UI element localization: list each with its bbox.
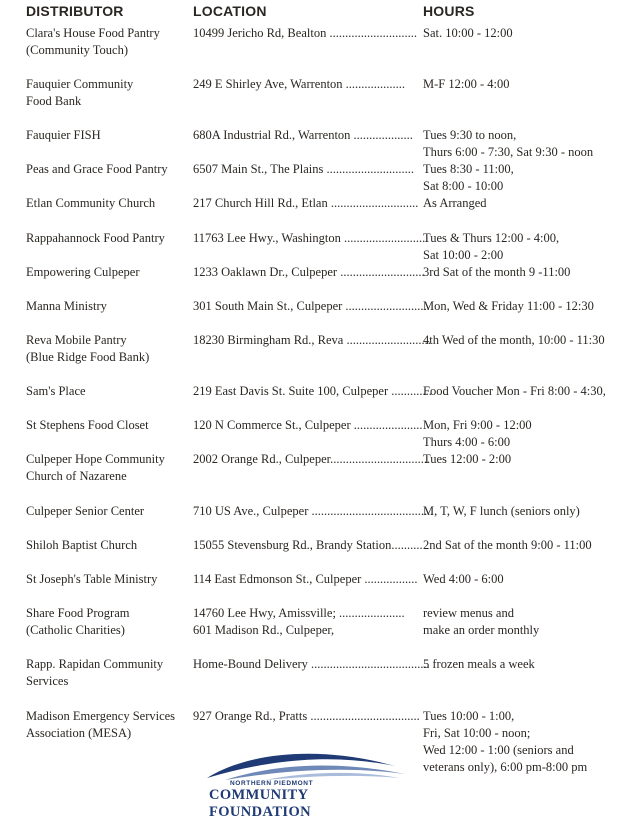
distributor-name	[26, 127, 101, 144]
distributor-name	[26, 571, 157, 588]
hours-text-line: M-F 12:00 - 4:00	[423, 77, 510, 91]
hours-text-line: Fri, Sat 10:00 - noon;	[423, 726, 531, 740]
distributor-name-line: Sam's Place	[26, 384, 86, 398]
location-address	[193, 298, 430, 315]
distributor-name-line: St Joseph's Table Ministry	[26, 572, 158, 586]
distributor-name-line: (Community Touch)	[26, 43, 129, 57]
hours-text	[423, 76, 509, 93]
location-address-line: 114 East Edmonson St., Culpeper .................	[193, 572, 418, 586]
distributor-name-line: Rappahannock Food Pantry	[26, 231, 165, 245]
distributor-name-line: Share Food Program	[26, 606, 130, 620]
distributor-name	[26, 537, 137, 554]
distributor-name-line: Empowering Culpeper	[26, 265, 140, 279]
location-address	[193, 264, 425, 281]
hours-text-line: make an order monthly	[423, 623, 540, 637]
hours-text-line: As Arranged	[423, 196, 487, 210]
distributor-name	[26, 25, 160, 59]
location-address	[193, 127, 413, 144]
location-address	[193, 417, 423, 434]
distributor-name-line: Clara's House Food Pantry	[26, 26, 160, 40]
distributor-name	[26, 656, 163, 690]
hours-text-line: Tues 12:00 - 2:00	[423, 452, 512, 466]
distributor-name-line: Fauquier Community	[26, 77, 134, 91]
hours-text	[423, 298, 594, 315]
hours-text	[423, 451, 511, 468]
distributor-name	[26, 298, 107, 315]
location-address-line: 120 N Commerce St., Culpeper ......................	[193, 418, 423, 432]
location-address-line: 14760 Lee Hwy, Amissville; .....................	[193, 606, 405, 620]
distributor-name-line: Church of Nazarene	[26, 469, 127, 483]
hours-text	[423, 708, 587, 776]
distributor-name	[26, 708, 175, 742]
distributor-name-line: Association (MESA)	[26, 726, 132, 740]
location-address-line: 11763 Lee Hwy., Washington ...........................	[193, 231, 429, 245]
hours-text-line: 2nd Sat of the month 9:00 - 11:00	[423, 538, 592, 552]
distributor-name-line: St Stephens Food Closet	[26, 418, 149, 432]
hours-text-line: Mon, Wed & Friday 11:00 - 12:30	[423, 299, 594, 313]
swoosh-icon	[205, 744, 410, 784]
hours-text-line: Food Voucher Mon - Fri 8:00 - 4:30,	[423, 384, 606, 398]
hours-text	[423, 605, 539, 639]
hours-text	[423, 195, 487, 212]
hours-text	[423, 127, 593, 161]
hours-text-line: Mon, Fri 9:00 - 12:00	[423, 418, 532, 432]
location-address	[193, 656, 430, 673]
distributor-name-line: Peas and Grace Food Pantry	[26, 162, 168, 176]
community-foundation-logo	[205, 744, 410, 820]
location-address-line: 219 East Davis St. Suite 100, Culpeper .............	[193, 384, 432, 398]
hours-text-line: veterans only), 6:00 pm-8:00 pm	[423, 760, 588, 774]
location-address	[193, 76, 405, 93]
hours-text	[423, 264, 570, 281]
distributor-name-line: Rapp. Rapidan Community	[26, 657, 164, 671]
header-hours: HOURS	[423, 3, 475, 19]
location-address-line: 927 Orange Rd., Pratts ...................................	[193, 709, 420, 723]
distributor-name	[26, 383, 86, 400]
distributor-name	[26, 230, 165, 247]
distributor-name-line: Shiloh Baptist Church	[26, 538, 138, 552]
location-address	[193, 25, 417, 42]
location-address	[193, 605, 405, 639]
distributor-name	[26, 605, 129, 639]
distributor-name	[26, 195, 155, 212]
hours-text	[423, 25, 513, 42]
location-address	[193, 195, 418, 212]
hours-text	[423, 161, 514, 195]
hours-text	[423, 537, 592, 554]
location-address-line: 1233 Oaklawn Dr., Culpeper ...........................	[193, 265, 425, 279]
hours-text-line: Thurs 6:00 - 7:30, Sat 9:30 - noon	[423, 145, 594, 159]
location-address	[193, 708, 420, 725]
distributor-name-line: Fauquier FISH	[26, 128, 101, 142]
location-address-line: 15055 Stevensburg Rd., Brandy Station..........	[193, 538, 423, 552]
location-address	[193, 383, 432, 400]
hours-text-line: Tues 9:30 to noon,	[423, 128, 517, 142]
hours-text-line: Sat. 10:00 - 12:00	[423, 26, 513, 40]
hours-text	[423, 230, 559, 264]
location-address	[193, 503, 433, 520]
hours-text	[423, 417, 532, 451]
hours-text-line: Tues 8:30 - 11:00,	[423, 162, 514, 176]
location-address	[193, 230, 428, 247]
location-address-line: 2002 Orange Rd., Culpeper................................	[193, 452, 431, 466]
location-address	[193, 161, 414, 178]
distributor-name-line: Culpeper Senior Center	[26, 504, 145, 518]
hours-text-line: 5 frozen meals a week	[423, 657, 535, 671]
location-address-line: 18230 Birmingham Rd., Reva ...........................	[193, 333, 431, 347]
hours-text-line: Wed 12:00 - 1:00 (seniors and	[423, 743, 574, 757]
location-address-line: 217 Church Hill Rd., Etlan ............................	[193, 196, 419, 210]
hours-text-line: M, T, W, F lunch (seniors only)	[423, 504, 580, 518]
location-address-line: 6507 Main St., The Plains ............................	[193, 162, 414, 176]
hours-text-line: 3rd Sat of the month 9 -11:00	[423, 265, 571, 279]
hours-text-line: Tues 10:00 - 1:00,	[423, 709, 515, 723]
location-address	[193, 571, 418, 588]
distributor-name	[26, 503, 144, 520]
hours-text	[423, 332, 605, 349]
distributor-name	[26, 161, 168, 178]
logo-subtitle: NORTHERN PIEDMONT	[230, 780, 314, 787]
hours-text-line: 4th Wed of the month, 10:00 - 11:30	[423, 333, 605, 347]
hours-text-line: Thurs 4:00 - 6:00	[423, 435, 511, 449]
logo-title: COMMUNITY FOUNDATION	[209, 787, 312, 820]
hours-text-line: Tues & Thurs 12:00 - 4:00,	[423, 231, 560, 245]
hours-text-line: Sat 8:00 - 10:00	[423, 179, 504, 193]
hours-text	[423, 571, 504, 588]
distributor-name-line: Etlan Community Church	[26, 196, 156, 210]
distributor-name-line: Madison Emergency Services	[26, 709, 176, 723]
location-address-line: 680A Industrial Rd., Warrenton ...................	[193, 128, 413, 142]
location-address-line: 10499 Jericho Rd, Bealton ............................	[193, 26, 417, 40]
distributor-name	[26, 451, 165, 485]
location-address-line: 710 US Ave., Culpeper .......................................	[193, 504, 434, 518]
hours-text	[423, 503, 580, 520]
distributor-name	[26, 264, 140, 281]
location-address-line: 301 South Main St., Culpeper ...........................	[193, 299, 430, 313]
distributor-name-line: (Blue Ridge Food Bank)	[26, 350, 150, 364]
distributor-name-line: Manna Ministry	[26, 299, 107, 313]
distributor-name-line: Services	[26, 674, 69, 688]
distributor-name-line: Reva Mobile Pantry	[26, 333, 127, 347]
location-address	[193, 332, 431, 349]
hours-text	[423, 383, 606, 400]
hours-text-line: Sat 10:00 - 2:00	[423, 248, 504, 262]
hours-text-line: Wed 4:00 - 6:00	[423, 572, 504, 586]
hours-text	[423, 656, 535, 673]
header-location: LOCATION	[193, 3, 267, 19]
location-address	[193, 537, 423, 554]
distributor-name-line: Food Bank	[26, 94, 82, 108]
location-address-line: 601 Madison Rd., Culpeper,	[193, 623, 335, 637]
distributor-name-line: Culpeper Hope Community	[26, 452, 165, 466]
location-address-line: 249 E Shirley Ave, Warrenton ...................	[193, 77, 406, 91]
location-address	[193, 451, 430, 468]
distributor-name	[26, 417, 149, 434]
distributor-name	[26, 332, 149, 366]
distributor-name	[26, 76, 133, 110]
location-address-line: Home-Bound Delivery ......................................	[193, 657, 430, 671]
header-distributor: DISTRIBUTOR	[26, 3, 124, 19]
hours-text-line: review menus and	[423, 606, 514, 620]
distributor-name-line: (Catholic Charities)	[26, 623, 125, 637]
